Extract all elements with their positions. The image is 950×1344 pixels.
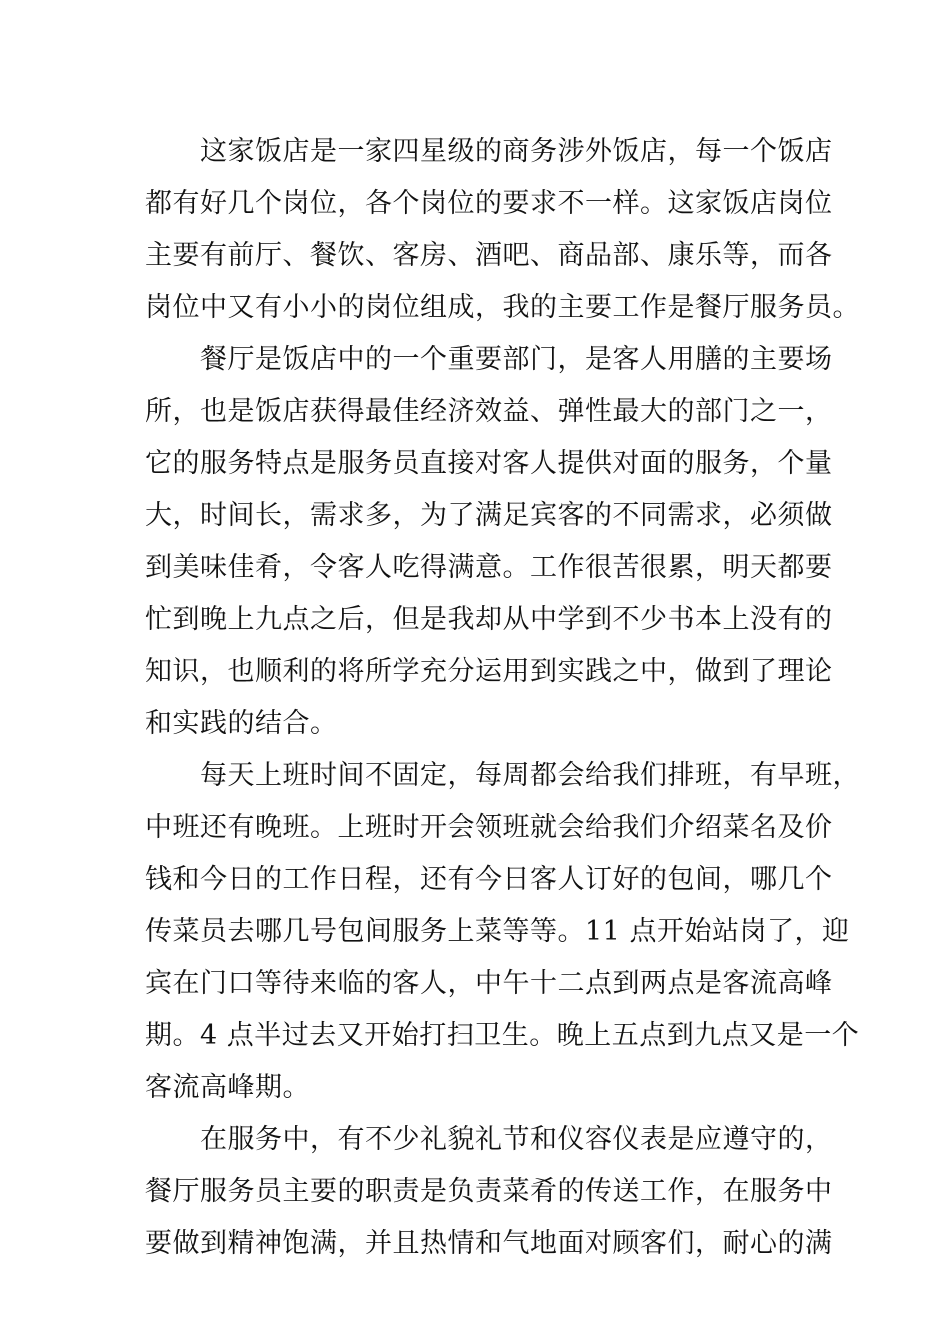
text-line: 传菜员去哪几号包间服务上菜等等。11 点开始站岗了，迎 (145, 916, 850, 947)
text-line: 每天上班时间不固定，每周都会给我们排班，有早班， (200, 760, 860, 791)
paragraph-2 (145, 334, 833, 750)
text-line: 期。4 点半过去又开始打扫卫生。晚上五点到九点又是一个 (145, 1020, 860, 1051)
text-line: 到美味佳肴，令客人吃得满意。工作很苦很累，明天都要 (145, 552, 833, 583)
text-line: 这家饭店是一家四星级的商务涉外饭店，每一个饭店 (200, 136, 833, 167)
text-line: 客流高峰期。 (145, 1072, 310, 1103)
text-line: 知识，也顺利的将所学充分运用到实践之中，做到了理论 (145, 656, 833, 687)
text-line: 餐厅服务员主要的职责是负责菜肴的传送工作，在服务中 (145, 1176, 833, 1207)
text-line: 主要有前厅、餐饮、客房、酒吧、商品部、康乐等，而各 (145, 240, 833, 271)
text-line: 它的服务特点是服务员直接对客人提供对面的服务，个量 (145, 448, 833, 479)
text-line: 大，时间长，需求多，为了满足宾客的不同需求，必须做 (145, 500, 833, 531)
paragraph-3 (145, 750, 860, 1114)
text-line: 钱和今日的工作日程，还有今日客人订好的包间，哪几个 (145, 864, 833, 895)
document-body (145, 126, 860, 1270)
paragraph-4 (145, 1114, 833, 1270)
text-line: 岗位中又有小小的岗位组成，我的主要工作是餐厅服务员。 (145, 292, 860, 323)
text-line: 宾在门口等待来临的客人，中午十二点到两点是客流高峰 (145, 968, 833, 999)
text-line: 餐厅是饭店中的一个重要部门，是客人用膳的主要场 (200, 344, 833, 375)
text-line: 和实践的结合。 (145, 708, 338, 739)
text-line: 忙到晚上九点之后，但是我却从中学到不少书本上没有的 (145, 604, 833, 635)
paragraph-1 (145, 126, 860, 334)
text-line: 都有好几个岗位，各个岗位的要求不一样。这家饭店岗位 (145, 188, 833, 219)
text-line: 在服务中，有不少礼貌礼节和仪容仪表是应遵守的， (200, 1124, 833, 1155)
text-line: 要做到精神饱满，并且热情和气地面对顾客们，耐心的满 (145, 1228, 833, 1259)
text-line: 所，也是饭店获得最佳经济效益、弹性最大的部门之一， (145, 396, 833, 427)
text-line: 中班还有晚班。上班时开会领班就会给我们介绍菜名及价 (145, 812, 833, 843)
